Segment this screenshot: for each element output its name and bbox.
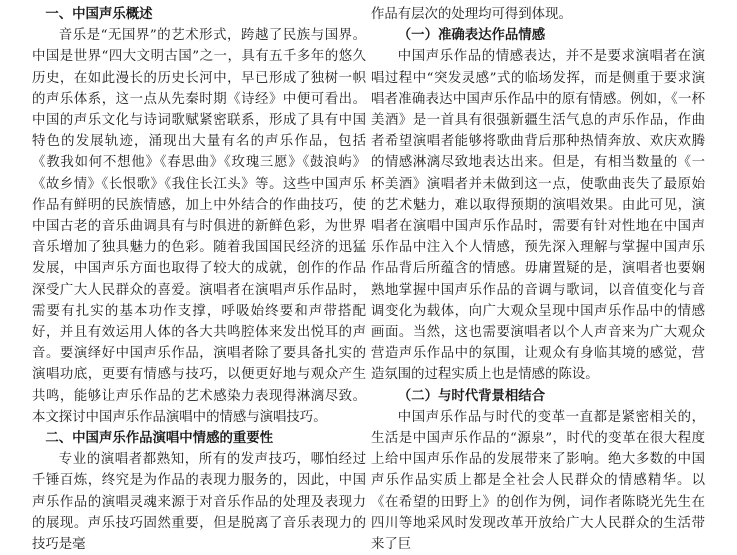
paragraph-continuation: 作品有层次的处理均可得到体现。 <box>371 7 572 22</box>
right-column <box>371 4 705 555</box>
paragraph-emotion-importance: 专业的演唱者都熟知，所有的发声技巧，哪怕经过千锤百炼，终究是为作品的表现力服务的，因此，中国声乐作品的演唱灵魂来源于对音乐作品的处理及表现力的展现。声乐技巧固然重要，但是脱离了音乐表现力的技巧是毫 <box>32 452 366 553</box>
paragraph-accurate-expression: 中国声乐作品的情感表达，并不是要求演唱者在演唱过程中“突发灵感”式的临场发挥，而是侧重于要求演唱者准确表达中国声乐作品中的原有情感。例如，《一杯美酒》是一首具有很强新疆生活气息的声乐作品，作曲者希望演唱者能够将歌曲背后那种热情奔放、欢庆欢腾的情感淋漓尽致地表达出来。但是，有相当数量的《一杯美酒》演唱者并未做到这一点，使歌曲丧失了最原始的艺术魅力，难以取得预期的演唱效果。由此可见，演唱者在演唱中国声乐作品时，需要有针对性地在中国声乐作品中注入个人情感，预先深入理解与掌握中国声乐作品背后所蕴含的情感。毋庸置疑的是，演唱者也要娴熟地掌握中国声乐作品的音调与歌词，以音值变化与音调变化为载体，向广大观众呈现中国声乐作品中的情感画面。当然，这也需要演唱者以个人声音来为广大观众营造声乐作品中的氛围，让观众有身临其境的感觉，营造氛围的过程实质上也是情感的陈设。 <box>371 49 705 383</box>
paragraph-overview: 音乐是“无国界”的艺术形式，跨越了民族与国界。中国是世界“四大文明古国”之一，具有五千多年的悠久历史，在如此漫长的历史长河中，早已形成了独树一帜的声乐体系，这一点从先秦时期《诗经》中便可看出。中国的声乐文化与诗词歌赋紧密联系，形成了具有中国特色的发展轨迹，涌现出大量有名的声乐作品，包括《教我如何不想他》《春思曲》《玫瑰三愿》《鼓浪屿》《故乡情》《长恨歌》《我住长江头》等。这些中国声乐作品有鲜明的民族情感，加上中外结合的作曲技巧，使中国古老的音乐曲调具有与时俱进的新鲜色彩，为世界音乐增加了独具魅力的色彩。随着我国国民经济的迅猛发展，中国声乐方面也取得了较大的成就，创作的作品深受广大人民群众的喜爱。演唱者在演唱声乐作品时，需要有扎实的基本功作支撑，呼吸始终要和声带搭配好，并且有效运用人体的各大共鸣腔体来发出悦耳的声音。要演绎好中国声乐作品，演唱者除了要具备扎实的演唱功底，更要有情感与技巧，以便更好地与观众产生共鸣，能够让声乐作品的艺术感染力表现得淋漓尽致。本文探讨中国声乐作品演唱中的情感与演唱技巧。 <box>32 28 366 425</box>
left-column <box>32 4 366 555</box>
section-heading-overview: 一、中国声乐概述 <box>45 7 153 22</box>
subsection-heading-accurate-expression: （一）准确表达作品情感 <box>397 28 546 44</box>
paragraph-era-background: 中国声乐作品与时代的变革一直都是紧密相关的，生活是中国声乐作品的“源泉”，时代的变革在很大程度上给中国声乐作品的发展带来了影响。绝大多数的中国声乐作品实质上都是全社会人民群众的情感精华。以《在希望的田野上》的创作为例，词作者陈晓光先生在四川等地采风时发现改革开放给广大人民群众的生活带来了巨 <box>371 409 705 553</box>
section-heading-emotion-importance: 二、中国声乐作品演唱中情感的重要性 <box>45 431 274 447</box>
subsection-heading-era-background: （二）与时代背景相结合 <box>397 388 546 404</box>
